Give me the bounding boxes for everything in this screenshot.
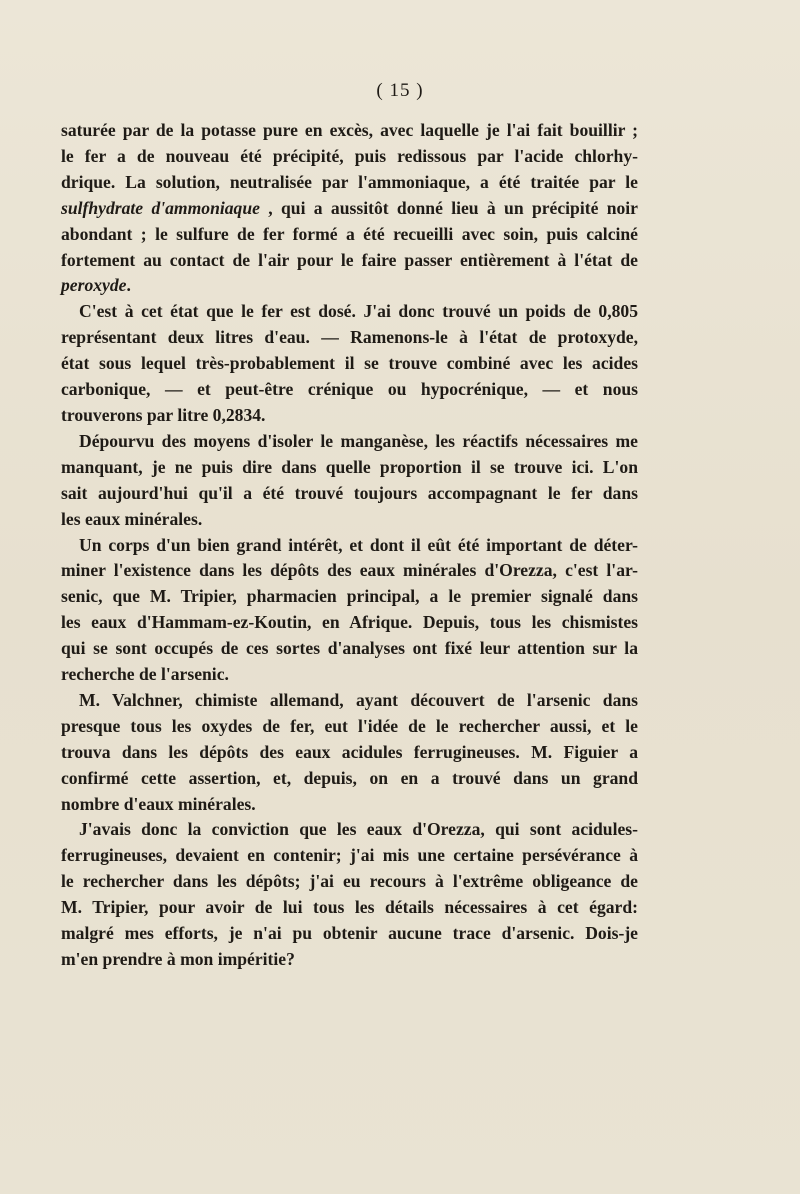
text-run: presque tous les oxydes de fer, eut l'idée de le rechercher aussi, et le xyxy=(61,715,638,736)
italic-text: sulfhydrate d'ammoniaque xyxy=(61,197,260,218)
text-line xyxy=(61,351,638,377)
text-run: nombre d'eaux minérales. xyxy=(61,793,256,814)
text-run: C'est à cet état que le fer est dosé. J'ai donc trouvé un poids de 0,805 xyxy=(79,301,638,322)
text-line xyxy=(61,118,638,144)
text-line xyxy=(61,507,638,533)
text-run: manquant, je ne puis dire dans quelle proportion il se trouve ici. L'on xyxy=(61,456,638,477)
body-text xyxy=(61,118,638,973)
text-line xyxy=(61,584,638,610)
text-line xyxy=(61,248,638,274)
text-line xyxy=(61,766,638,792)
text-run: abondant ; le sulfure de fer formé a été recueilli avec soin, puis calciné xyxy=(61,223,638,244)
text-line xyxy=(61,196,638,222)
text-run: saturée par de la potasse pure en excès, avec laquelle je l'ai fait bouillir ; xyxy=(61,120,638,140)
text-run: sait aujourd'hui qu'il a été trouvé toujours accompagnant le fer dans xyxy=(61,482,638,503)
text-line xyxy=(61,325,638,351)
text-run: drique. La solution, neutralisée par l'ammoniaque, a été traitée par le xyxy=(61,171,638,192)
text-line xyxy=(61,533,638,559)
text-run: les eaux d'Hammam-ez-Koutin, en Afrique. Depuis, tous les chismistes xyxy=(61,612,638,633)
text-line xyxy=(61,947,638,973)
text-line xyxy=(61,636,638,662)
text-run: carbonique, — et peut-être crénique ou hypocrénique, — et nous xyxy=(61,379,638,400)
text-line xyxy=(61,610,638,636)
text-line xyxy=(61,869,638,895)
text-run: trouva dans les dépôts des eaux acidules ferrugineuses. M. Figuier a xyxy=(61,741,638,762)
text-run: recherche de l'arsenic. xyxy=(61,664,229,685)
text-line xyxy=(61,817,638,843)
text-line xyxy=(61,714,638,740)
text-run: . xyxy=(126,275,131,296)
text-run: état sous lequel très-probablement il se trouve combiné avec les acides xyxy=(61,353,638,374)
text-line xyxy=(61,429,638,455)
text-run: , qui a aussitôt donné lieu à un précipité noir xyxy=(259,197,638,218)
text-line xyxy=(61,895,638,921)
text-run: m'en prendre à mon impéritie? xyxy=(61,949,295,969)
text-run: représentant deux litres d'eau. — Ramenons-le à l'état de protoxyde, xyxy=(61,327,638,348)
text-run: fortement au contact de l'air pour le faire passer entièrement à l'état de xyxy=(61,249,638,270)
text-line xyxy=(61,377,638,403)
text-run: J'avais donc la conviction que les eaux d'Orezza, qui sont acidules- xyxy=(79,819,638,840)
text-line xyxy=(61,299,638,325)
text-run: trouverons par litre 0,2834. xyxy=(61,404,266,425)
text-line xyxy=(61,403,638,429)
text-line xyxy=(61,740,638,766)
text-line xyxy=(61,170,638,196)
text-run: ferrugineuses, devaient en contenir; j'ai mis une certaine persévérance à xyxy=(61,845,638,866)
italic-text: peroxyde xyxy=(61,275,127,296)
text-line xyxy=(61,662,638,688)
text-line xyxy=(61,792,638,818)
text-line xyxy=(61,558,638,584)
text-run: le rechercher dans les dépôts; j'ai eu recours à l'extrême obligeance de xyxy=(61,871,638,892)
text-line xyxy=(61,222,638,248)
text-run: les eaux minérales. xyxy=(61,508,203,529)
text-run: M. Tripier, pour avoir de lui tous les détails nécessaires à cet égard: xyxy=(61,897,638,918)
text-line xyxy=(61,455,638,481)
text-line xyxy=(61,273,638,299)
text-line xyxy=(61,144,638,170)
text-run: miner l'existence dans les dépôts des eaux minérales d'Orezza, c'est l'ar- xyxy=(61,560,638,581)
text-run: qui se sont occupés de ces sortes d'analyses ont fixé leur attention sur la xyxy=(61,638,638,659)
text-line xyxy=(61,688,638,714)
text-run: le fer a de nouveau été précipité, puis redissous par l'acide chlorhy- xyxy=(61,145,638,166)
text-run: Dépourvu des moyens d'isoler le manganèse, les réactifs nécessaires me xyxy=(79,430,638,451)
text-run: M. Valchner, chimiste allemand, ayant découvert de l'arsenic dans xyxy=(79,689,638,710)
text-run: confirmé cette assertion, et, depuis, on en a trouvé dans un grand xyxy=(61,767,638,788)
text-run: senic, que M. Tripier, pharmacien principal, a le premier signalé dans xyxy=(61,586,638,607)
text-run: Un corps d'un bien grand intérêt, et dont il eût été important de déter- xyxy=(79,534,638,555)
text-line xyxy=(61,481,638,507)
text-run: malgré mes efforts, je n'ai pu obtenir aucune trace d'arsenic. Dois-je xyxy=(61,923,638,944)
page-number: ( 15 ) xyxy=(376,80,424,101)
text-line xyxy=(61,843,638,869)
text-line xyxy=(61,921,638,947)
